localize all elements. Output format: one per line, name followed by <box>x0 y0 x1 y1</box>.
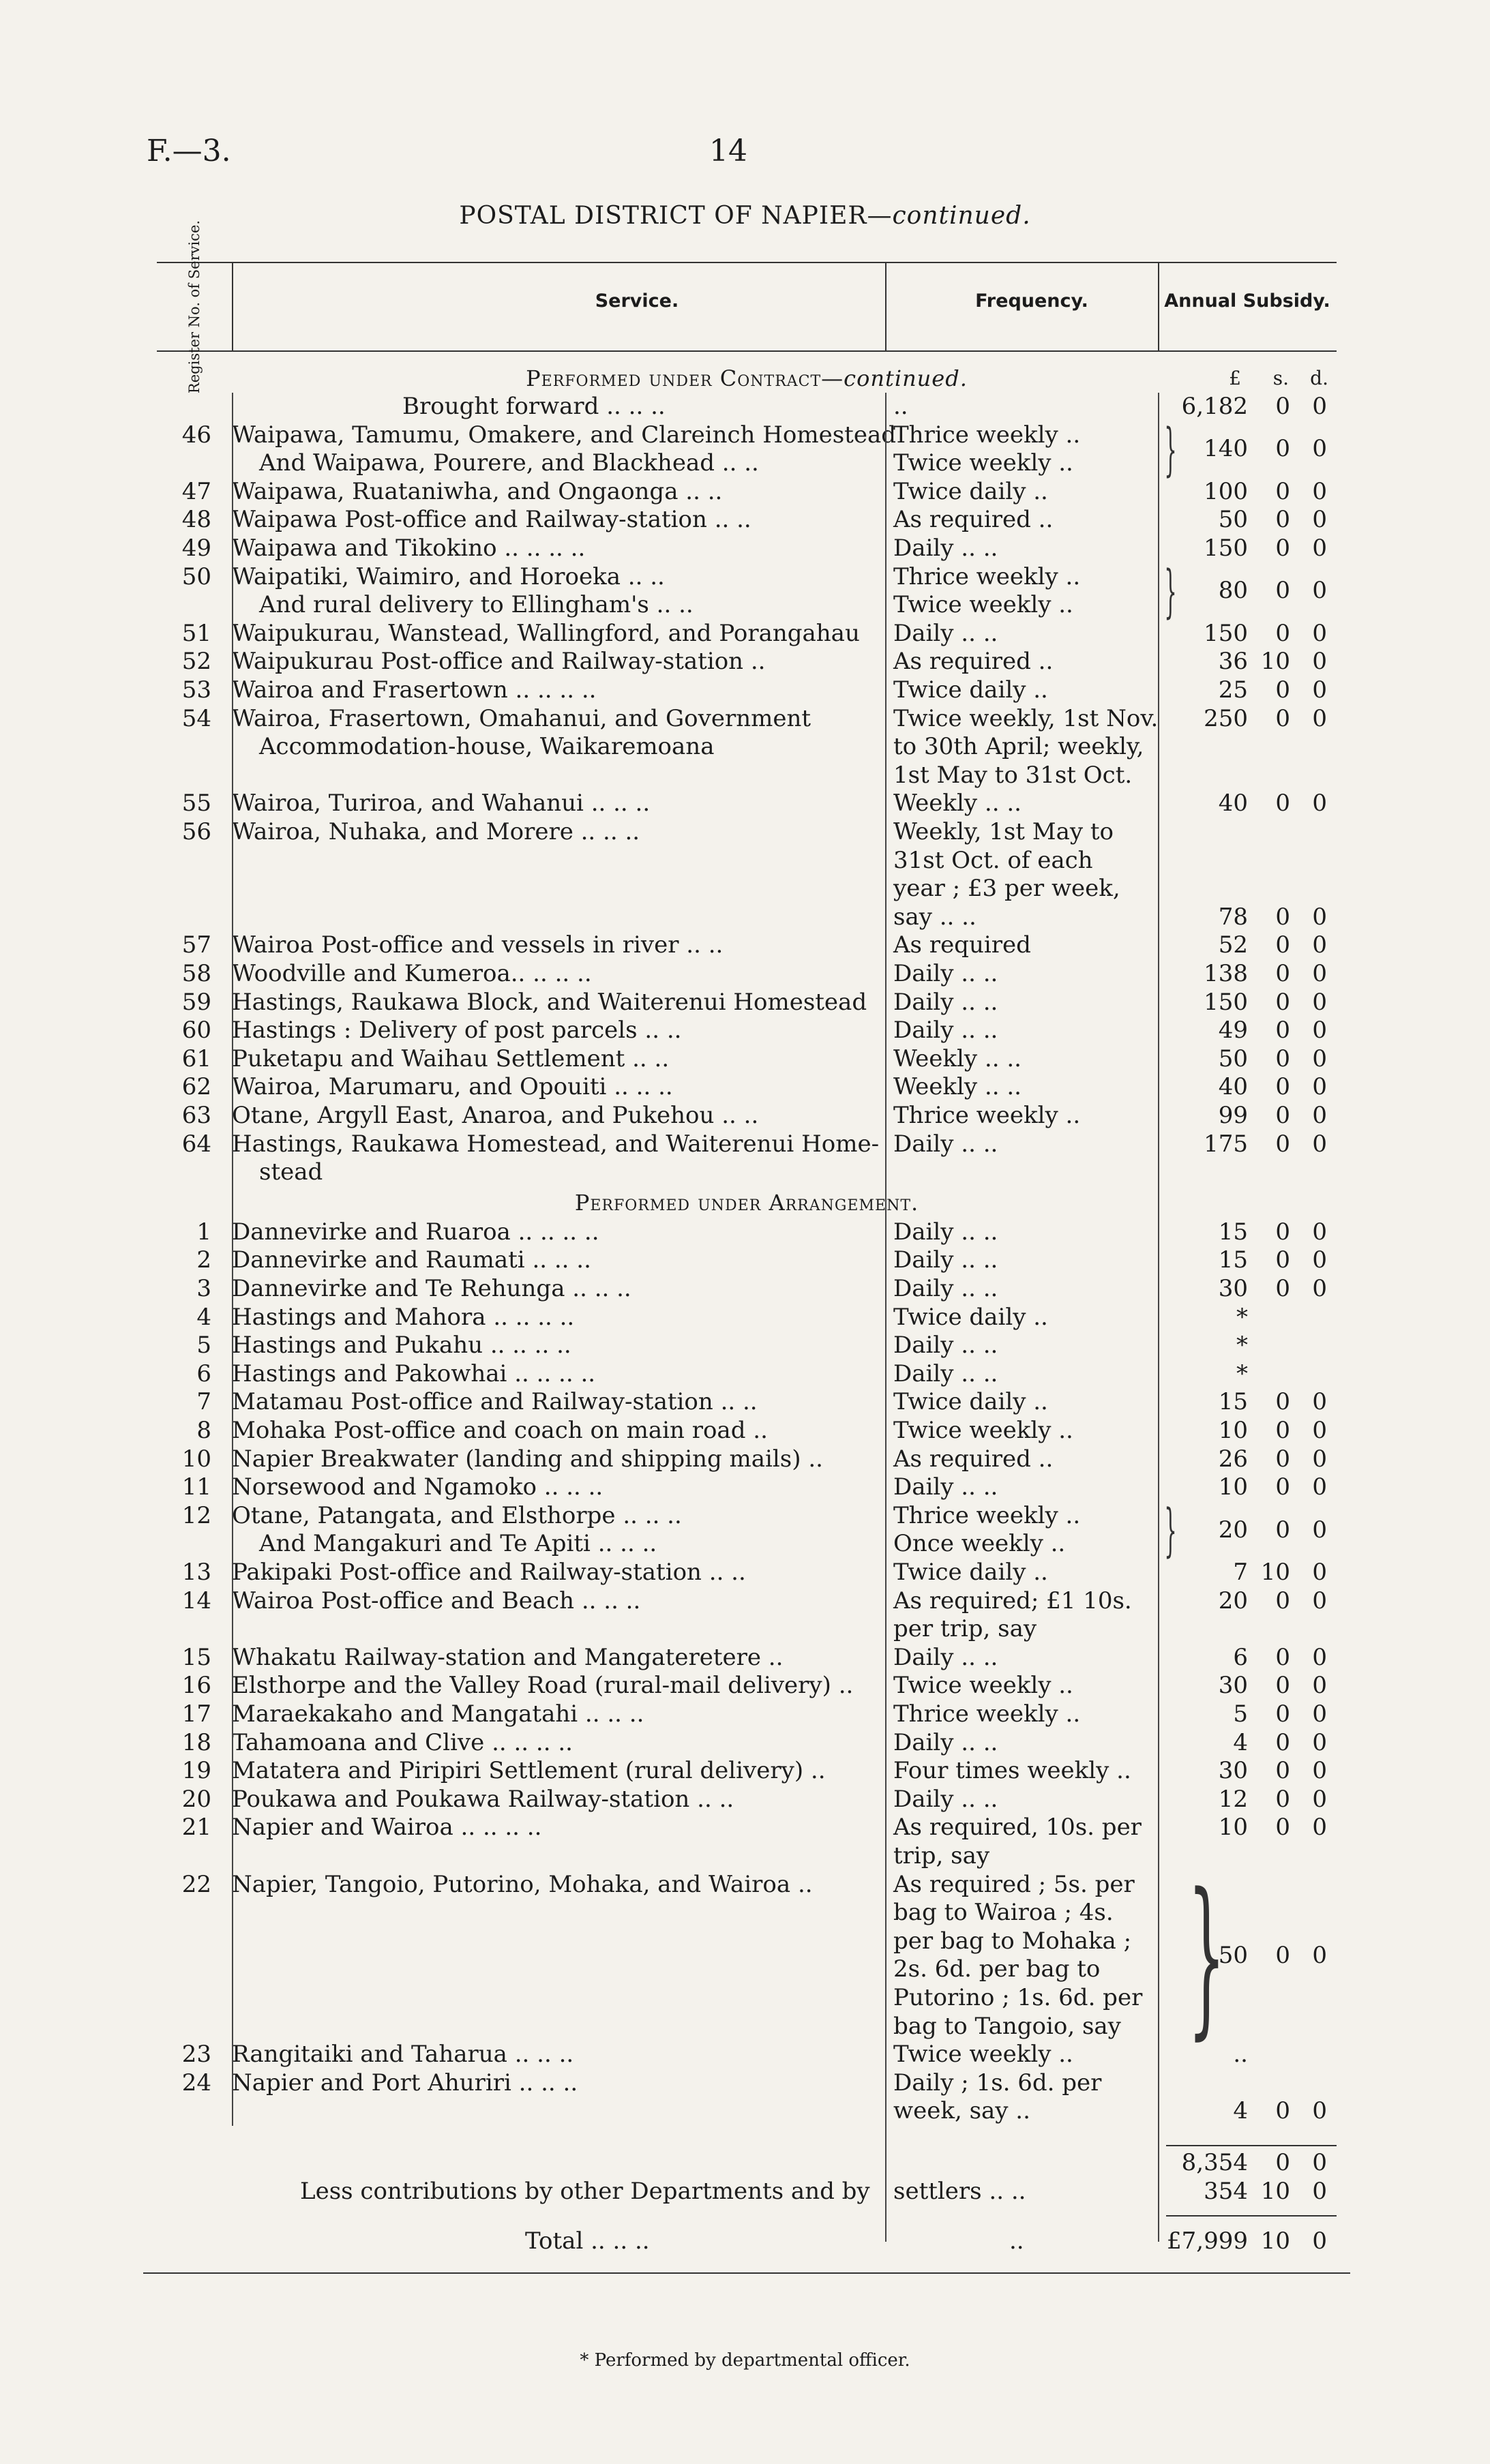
table-row <box>157 818 1337 931</box>
service-route: Wairoa and Frasertown .. .. .. .. <box>232 676 597 704</box>
register-number: 16 <box>181 1672 211 1700</box>
register-number: 14 <box>181 1587 211 1614</box>
service-route: Wairoa Post-office and vessels in river .. .. <box>232 931 724 959</box>
subsidy-amount: 15 0 0 <box>1218 1388 1327 1416</box>
page-number: 14 <box>709 134 747 168</box>
subsidy-amount: 20 0 0 <box>1218 1587 1327 1614</box>
service-route: Waipawa and Tikokino .. .. .. .. <box>232 535 586 562</box>
service-route: Dannevirke and Ruaroa .. .. .. .. <box>232 1218 599 1246</box>
register-number: 54 <box>181 704 211 732</box>
service-route: Hastings and Pakowhai .. .. .. .. <box>232 1359 596 1387</box>
table-row <box>157 1587 1337 1644</box>
subsidy-amount: 175 0 0 <box>1204 1130 1327 1158</box>
register-number: 19 <box>181 1757 211 1785</box>
brace-icon: } <box>1164 1497 1177 1563</box>
service-column-header: Service. <box>595 290 679 312</box>
register-number: 1 <box>196 1218 211 1246</box>
table-row <box>157 648 1337 676</box>
service-route: Poukawa and Poukawa Railway-station .. .. <box>232 1785 734 1813</box>
table-row <box>157 478 1337 507</box>
report-reference: F.—3. <box>147 134 231 168</box>
service-route: Wairoa, Marumaru, and Opouiti .. .. .. <box>232 1073 673 1101</box>
brace-icon: } <box>1164 416 1177 483</box>
table-row <box>157 1275 1337 1304</box>
register-number: 58 <box>181 960 211 987</box>
table-row <box>157 1246 1337 1275</box>
table-row <box>157 506 1337 535</box>
service-route: Wairoa, Nuhaka, and Morere .. .. .. <box>232 818 640 845</box>
subsidy-amount: 7 10 0 <box>1233 1559 1327 1586</box>
brace-icon: } <box>1164 558 1177 625</box>
table-row <box>157 960 1337 989</box>
subsidy-amount: 15 0 0 <box>1218 1246 1327 1274</box>
service-route: Hastings and Pukahu .. .. .. .. <box>232 1332 571 1359</box>
service-route: Napier Breakwater (landing and shipping mails) .. <box>232 1445 823 1473</box>
register-number: 17 <box>181 1700 211 1728</box>
table-row <box>157 705 1337 790</box>
subsidy-amount: 50 0 0 <box>1218 506 1327 534</box>
register-number: 23 <box>181 2041 211 2069</box>
frequency: As required; £1 10s. per trip, say <box>893 1587 1132 1643</box>
table-row <box>157 1130 1337 1187</box>
subsidy-amount: 100 0 0 <box>1204 477 1327 505</box>
contributions-label: Less contributions by other Departments and by <box>300 2177 870 2205</box>
frequency: Daily .. .. <box>893 1785 998 1813</box>
section-heading-arrangement: Performed under Arrangement. <box>574 1189 919 1216</box>
frequency: Daily .. .. <box>893 1728 998 1756</box>
service-route: Hastings, Raukawa Block, and Waiterenui Homestead <box>232 988 867 1016</box>
subsidy-amount: * <box>1236 1303 1248 1331</box>
service-route: Rangitaiki and Taharua .. .. .. <box>232 2041 574 2069</box>
subsidy-amount: * <box>1236 1359 1248 1387</box>
frequency: Daily .. .. <box>893 988 998 1016</box>
register-number: 7 <box>196 1388 211 1416</box>
service-route: Tahamoana and Clive .. .. .. .. <box>232 1728 573 1756</box>
table-row <box>157 1445 1337 1474</box>
service-route: Elsthorpe and the Valley Road (rural-mail delivery) .. <box>232 1672 854 1700</box>
service-route: Waipukurau Post-office and Railway-station .. <box>232 648 766 676</box>
register-number: 55 <box>181 790 211 817</box>
table-row <box>157 1497 1337 1563</box>
subsidy-amount: 15 0 0 <box>1218 1218 1327 1246</box>
subsidy-amount: 10 0 0 <box>1218 1417 1327 1444</box>
register-number: 49 <box>181 535 211 562</box>
frequency: As required, 10s. per trip, say <box>893 1814 1142 1869</box>
table-row <box>157 1757 1337 1786</box>
register-number: 18 <box>181 1728 211 1756</box>
subsidy-table <box>157 220 1337 2255</box>
service-route: Waipukurau, Wanstead, Wallingford, and Porangahau <box>232 619 860 647</box>
column-divider <box>1158 393 1159 2242</box>
frequency: Weekly, 1st May to 31st Oct. of each year ; £3 per week, say .. .. <box>893 818 1120 931</box>
register-number: 2 <box>196 1246 211 1274</box>
subsidy-amount: 36 10 0 <box>1218 648 1327 676</box>
subsidy-amount: 8,354 0 0 <box>1181 2149 1327 2176</box>
frequency: Twice weekly, 1st Nov. to 30th April; weekly, 1st May to 31st Oct. <box>893 704 1159 789</box>
service-route: Wairoa Post-office and Beach .. .. .. <box>232 1587 641 1614</box>
frequency: Weekly .. .. <box>893 1045 1022 1072</box>
subsidy-amount: 12 0 0 <box>1218 1785 1327 1813</box>
service-route: Dannevirke and Raumati .. .. .. <box>232 1246 591 1274</box>
frequency: Daily .. .. <box>893 1275 998 1302</box>
service-route: Waipawa, Tamumu, Omakere, and Clareinch Homestead And Waipawa, Pourere, and Blackhead .. .. <box>232 421 896 477</box>
register-number: 10 <box>181 1445 211 1473</box>
table-row <box>157 1304 1337 1332</box>
register-number: 6 <box>196 1359 211 1387</box>
service-route: Puketapu and Waihau Settlement .. .. <box>232 1045 670 1072</box>
table-row <box>157 1017 1337 1045</box>
subsidy-amount: £7,999 10 0 <box>1167 2227 1327 2255</box>
table-row <box>157 1073 1337 1102</box>
service-route: Napier and Wairoa .. .. .. .. <box>232 1814 542 1842</box>
register-number: 63 <box>181 1102 211 1129</box>
subsidy-amount: 80 0 0 <box>1218 577 1327 605</box>
service-route: Brought forward .. .. .. <box>402 393 666 420</box>
service-route: Matamau Post-office and Railway-station .. .. <box>232 1388 758 1416</box>
table-row <box>157 1644 1337 1672</box>
service-route: Wairoa, Turiroa, and Wahanui .. .. .. <box>232 790 651 817</box>
subsidy-amount: 30 0 0 <box>1218 1275 1327 1302</box>
subsidy-amount: 20 0 0 <box>1218 1516 1327 1544</box>
section-heading-contract: Performed under Contract—continued. <box>526 365 968 391</box>
frequency: Daily .. .. <box>893 960 998 987</box>
subsidy-amount: 10 0 0 <box>1218 1473 1327 1501</box>
table-row <box>157 1218 1337 1247</box>
service-route: Napier, Tangoio, Putorino, Mohaka, and Wairoa .. <box>232 1870 813 1898</box>
subsidy-amount: 25 0 0 <box>1218 676 1327 704</box>
frequency: As required .. <box>893 1445 1054 1473</box>
subsidy-column-header: Annual Subsidy. <box>1164 290 1330 312</box>
service-route: Hastings and Mahora .. .. .. .. <box>232 1303 575 1331</box>
register-number: 64 <box>181 1130 211 1158</box>
subsidy-amount: 138 0 0 <box>1204 960 1327 987</box>
register-number: 50 <box>181 562 211 590</box>
table-row <box>157 393 1337 421</box>
frequency: Twice daily .. <box>893 676 1048 704</box>
register-column-header: Register No. of Service. <box>186 220 203 394</box>
frequency: Thrice weekly .. <box>893 1102 1081 1129</box>
total-frequency: .. <box>1009 2227 1024 2255</box>
subsidy-amount: .. <box>1233 2041 1248 2069</box>
frequency: Daily .. .. <box>893 619 998 647</box>
register-number: 62 <box>181 1073 211 1101</box>
frequency: As required <box>893 931 1031 959</box>
column-divider <box>232 393 233 2126</box>
service-route: Hastings : Delivery of post parcels .. .. <box>232 1017 682 1045</box>
frequency: Daily .. .. <box>893 1473 998 1501</box>
service-route: Woodville and Kumeroa.. .. .. .. <box>232 960 592 987</box>
register-number: 8 <box>196 1417 211 1444</box>
subsidy-amount: 4 0 0 <box>1233 1728 1327 1756</box>
service-route: Pakipaki Post-office and Railway-station .. .. <box>232 1559 746 1586</box>
total-label: Total .. .. .. <box>525 2227 650 2255</box>
table-row <box>157 676 1337 705</box>
subsidy-amount: 250 0 0 <box>1204 704 1327 732</box>
total-rule <box>1166 2215 1337 2217</box>
service-route: Waipatiki, Waimiro, and Horoeka .. .. And rural delivery to Ellingham's .. .. <box>232 562 694 619</box>
register-number: 59 <box>181 988 211 1016</box>
service-route: Dannevirke and Te Rehunga .. .. .. <box>232 1275 631 1302</box>
register-number: 61 <box>181 1045 211 1072</box>
subsidy-amount: 78 0 0 <box>1218 903 1327 931</box>
service-route: Otane, Patangata, and Elsthorpe .. .. .. And Mangakuri and Te Apiti .. .. .. <box>232 1501 682 1558</box>
frequency: .. <box>893 393 908 420</box>
contributions-frequency: settlers .. .. <box>893 2177 1026 2205</box>
page-title: POSTAL DISTRICT OF NAPIER—continued. <box>459 202 1031 230</box>
subsidy-amount: * <box>1236 1332 1248 1359</box>
frequency: As required ; 5s. per bag to Wairoa ; 4s. per bag to Mohaka ; 2s. 6d. per bag to Putorino ; 1s. 6d. per bag to Tangoio, say <box>893 1870 1143 2040</box>
register-number: 56 <box>181 818 211 845</box>
table-row <box>157 1473 1337 1502</box>
frequency: Twice weekly .. <box>893 1672 1073 1700</box>
service-route: Matatera and Piripiri Settlement (rural delivery) .. <box>232 1757 826 1785</box>
service-route: Whakatu Railway-station and Mangateretere .. <box>232 1643 784 1671</box>
frequency: Twice daily .. <box>893 1303 1048 1331</box>
frequency: Daily .. .. <box>893 1218 998 1246</box>
frequency: As required .. <box>893 648 1054 676</box>
table-row <box>157 620 1337 648</box>
subsidy-amount: 4 0 0 <box>1233 2097 1327 2125</box>
subsidy-amount: 52 0 0 <box>1218 931 1327 959</box>
table-row <box>157 1814 1337 1870</box>
subsidy-amount: 150 0 0 <box>1204 535 1327 562</box>
register-number: 47 <box>181 477 211 505</box>
service-route: Mohaka Post-office and coach on main road .. <box>232 1417 768 1444</box>
table-bottom-rule <box>143 2272 1350 2274</box>
register-number: 4 <box>196 1303 211 1331</box>
subsidy-amount: 50 0 0 <box>1218 1941 1327 1969</box>
service-route: Norsewood and Ngamoko .. .. .. <box>232 1473 604 1501</box>
table-row <box>157 1045 1337 1074</box>
subsidy-amount: 150 0 0 <box>1204 988 1327 1016</box>
frequency: Daily .. .. <box>893 1332 998 1359</box>
register-number: 13 <box>181 1559 211 1586</box>
register-number: 3 <box>196 1275 211 1302</box>
subsidy-amount: 40 0 0 <box>1218 1073 1327 1101</box>
frequency: Weekly .. .. <box>893 1073 1022 1101</box>
frequency: Daily .. .. <box>893 1359 998 1387</box>
subsidy-amount: 49 0 0 <box>1218 1017 1327 1045</box>
frequency: Thrice weekly .. Twice weekly .. <box>893 562 1081 619</box>
service-route: Otane, Argyll East, Anaroa, and Pukehou .. .. <box>232 1102 759 1129</box>
frequency: Twice daily .. <box>893 1559 1048 1586</box>
register-number: 53 <box>181 676 211 704</box>
subsidy-amount: 40 0 0 <box>1218 790 1327 817</box>
frequency: Weekly .. .. <box>893 790 1022 817</box>
table-row <box>157 1360 1337 1389</box>
service-route: Hastings, Raukawa Homestead, and Waiterenui Home- stead <box>232 1130 880 1186</box>
frequency: Twice daily .. <box>893 477 1048 505</box>
subsidy-amount: 5 0 0 <box>1233 1700 1327 1728</box>
table-row <box>157 1332 1337 1360</box>
table-row <box>157 790 1337 818</box>
brace-icon: } <box>1187 1856 1226 2055</box>
frequency: Thrice weekly .. Once weekly .. <box>893 1501 1081 1558</box>
table-row <box>157 931 1337 960</box>
register-number: 57 <box>181 931 211 959</box>
subsidy-amount: 99 0 0 <box>1218 1102 1327 1129</box>
table-row <box>157 1559 1337 1587</box>
table-row <box>157 1672 1337 1700</box>
table-row <box>157 535 1337 563</box>
table-row <box>157 2041 1337 2069</box>
register-number: 20 <box>181 1785 211 1813</box>
subsidy-amount: 30 0 0 <box>1218 1672 1327 1700</box>
register-number: 46 <box>181 421 211 449</box>
frequency: Twice weekly .. <box>893 1417 1073 1444</box>
register-number: 15 <box>181 1643 211 1671</box>
table-row <box>157 1729 1337 1758</box>
subsidy-amount: 30 0 0 <box>1218 1757 1327 1785</box>
table-row <box>157 416 1337 483</box>
subsidy-amount: 6 0 0 <box>1233 1643 1327 1671</box>
frequency: Four times weekly .. <box>893 1757 1131 1785</box>
frequency: Daily .. .. <box>893 1017 998 1045</box>
register-number: 24 <box>181 2069 211 2097</box>
frequency: As required .. <box>893 506 1054 534</box>
column-divider <box>885 393 886 2242</box>
frequency: Daily .. .. <box>893 1130 998 1158</box>
register-number: 12 <box>181 1501 211 1529</box>
subsidy-amount: 150 0 0 <box>1204 619 1327 647</box>
register-number: 60 <box>181 1017 211 1045</box>
subsidy-amount: 6,182 0 0 <box>1181 393 1327 420</box>
service-route: Waipawa Post-office and Railway-station .. .. <box>232 506 751 534</box>
frequency: Thrice weekly .. <box>893 1700 1081 1728</box>
frequency: Twice weekly .. <box>893 2041 1073 2069</box>
service-route: Waipawa, Ruataniwha, and Ongaonga .. .. <box>232 477 723 505</box>
register-number: 48 <box>181 506 211 534</box>
frequency: Daily .. .. <box>893 1643 998 1671</box>
subsidy-amount: 140 0 0 <box>1204 435 1327 463</box>
register-number: 22 <box>181 1870 211 1898</box>
currency-header: £ s. d. <box>1229 367 1328 389</box>
table-row <box>157 1102 1337 1130</box>
service-route: Wairoa, Frasertown, Omahanui, and Government Accommodation-house, Waikaremoana <box>232 704 811 761</box>
footnote: * Performed by departmental officer. <box>580 2350 910 2371</box>
register-number: 11 <box>181 1473 211 1501</box>
subsidy-amount: 50 0 0 <box>1218 1045 1327 1072</box>
subtotal-rule <box>1166 2145 1337 2146</box>
service-route: Maraekakaho and Mangatahi .. .. .. <box>232 1700 644 1728</box>
frequency: Thrice weekly .. Twice weekly .. <box>893 421 1081 477</box>
table-row <box>157 1786 1337 1814</box>
table-row <box>157 1388 1337 1417</box>
frequency: Daily .. .. <box>893 1246 998 1274</box>
table-row <box>157 2069 1337 2126</box>
subsidy-amount: 26 0 0 <box>1218 1445 1327 1473</box>
register-number: 52 <box>181 648 211 676</box>
frequency: Daily .. .. <box>893 535 998 562</box>
register-number: 51 <box>181 619 211 647</box>
table-row <box>157 989 1337 1017</box>
service-route: Napier and Port Ahuriri .. .. .. <box>232 2069 578 2097</box>
table-row <box>157 558 1337 625</box>
frequency-column-header: Frequency. <box>975 290 1088 312</box>
register-number: 5 <box>196 1332 211 1359</box>
table-row <box>157 1417 1337 1445</box>
subsidy-amount: 10 0 0 <box>1218 1814 1327 1842</box>
register-number: 21 <box>181 1814 211 1842</box>
subsidy-amount: 354 10 0 <box>1204 2177 1327 2205</box>
frequency: Daily ; 1s. 6d. per week, say .. <box>893 2069 1102 2125</box>
table-row <box>157 1700 1337 1729</box>
frequency: Twice daily .. <box>893 1388 1048 1416</box>
